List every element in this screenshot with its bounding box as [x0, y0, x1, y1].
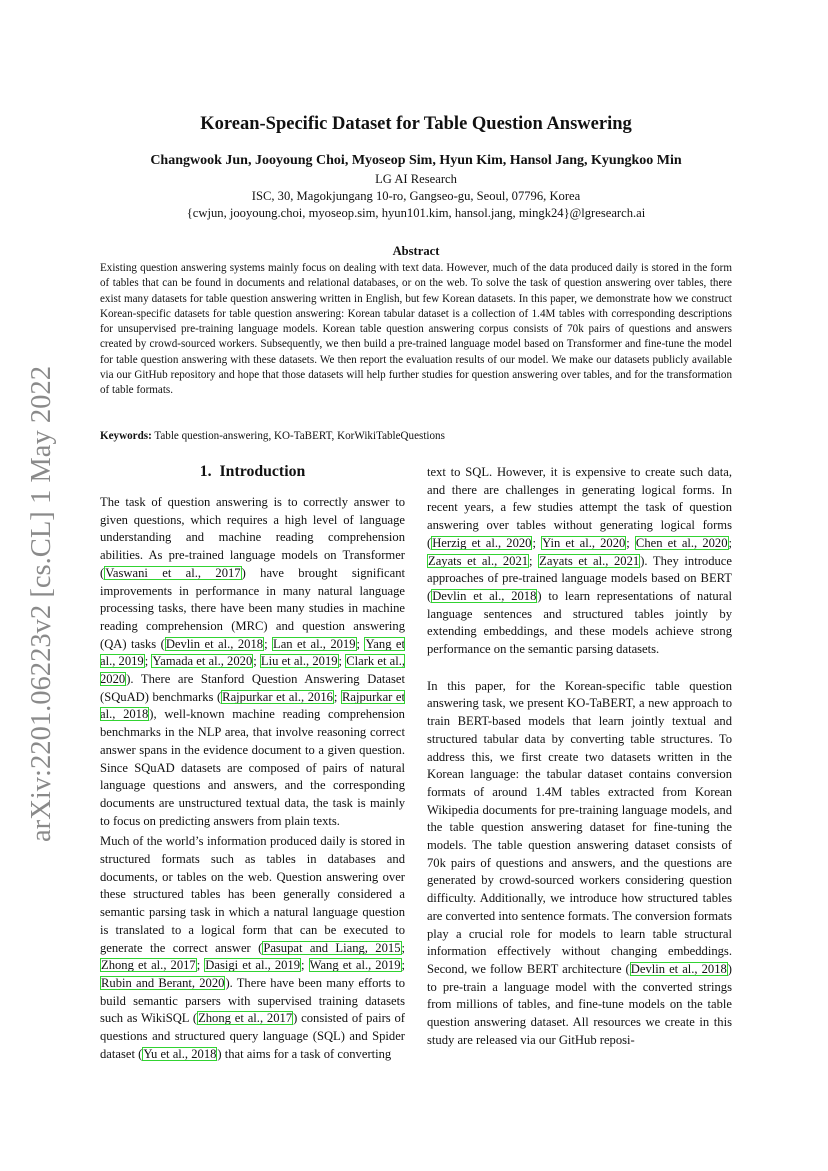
left-column — [100, 462, 405, 1064]
abstract-heading: Abstract — [392, 244, 440, 258]
paragraph-text: Much of the world’s information produced daily is stored in structured formats such as tables in databases and documents, or tables on the web. Question answering over these structured tables has been generally considered a semantic parsing task in which a natural language question is translated to a logical form that can be executed to generate the correct answer ( — [100, 834, 405, 955]
citation-link[interactable]: Rajpurkar et al., 2018 — [100, 689, 406, 722]
arxiv-identifier — [14, 364, 64, 844]
citation-link[interactable]: Yang et al., 2019 — [100, 636, 406, 669]
paragraph-text: ; — [532, 535, 542, 550]
citation-link[interactable]: Rajpurkar et al., 2016 — [222, 689, 333, 704]
citation-link[interactable]: Zayats et al., 2021 — [428, 553, 529, 568]
intro-paragraph-1 — [100, 494, 405, 830]
arxiv-id-text: arXiv:2201.06223v2 [cs.CL] 1 May 2022 — [25, 364, 57, 842]
paragraph-text: ; — [301, 958, 309, 973]
paragraph-text: ; — [401, 958, 405, 973]
citation-link[interactable]: Liu et al., 2019 — [260, 654, 338, 669]
paragraph-text: They introduce approaches of pre-trained language models based on BERT ( — [427, 553, 732, 603]
keywords-text: Table question-answering, KO-TaBERT, KorWikiTableQuestions — [154, 430, 445, 442]
citation-link[interactable]: Vaswani et al., 2017 — [105, 565, 241, 580]
paper-title: Korean-Specific Dataset for Table Question Answering — [200, 114, 632, 134]
paragraph-text: ) have brought significant improvements in performance in many natural language processing tasks, there have been many studies in machine reading comprehension (MRC) and question answering (QA) tasks ( — [100, 565, 405, 651]
arxiv-identifier-vertical-text — [14, 364, 64, 844]
section-heading-introduction: 1. Introduction — [199, 463, 306, 480]
intro-paragraph-3 — [427, 678, 732, 1050]
intro-paragraph-2-continued — [427, 464, 732, 659]
citation-link[interactable]: Wang et al., 2019 — [309, 958, 401, 973]
paragraph-text: ; — [144, 654, 152, 669]
paragraph-text: ; — [333, 689, 341, 704]
paragraph-text: ). There are Stanford Question Answering Dataset (SQuAD) benchmarks ( — [100, 672, 405, 704]
citation-link[interactable]: Zhong et al., 2017 — [101, 958, 196, 973]
affiliation: LG AI Research — [375, 172, 457, 186]
citation-link[interactable]: Devlin et al., 2018 — [165, 636, 264, 651]
paragraph-text: ; — [529, 553, 539, 568]
citation-link[interactable]: Zayats et al., 2021 — [539, 553, 640, 568]
paragraph-text: ; — [338, 654, 346, 669]
abstract-text: Existing question answering systems mainly focus on dealing with text data. However, much of the data produced daily is stored in the form of tables that can be found in documents and relational databases, or on the web. To solve the task of question answering over tables, there exist many datasets for table question answering written in English, but few Korean datasets. In this paper, we demonstrate how we construct Korean-specific datasets for table question answering: Korean tabular dataset is a collection of 1.4M tables with corresponding descriptions for unsupervised pre-training language models. Korean table question answering corpus consists of 70k pairs of questions and answers created by crowd-sourced workers. Subsequently, we then build a pre-trained language model based on Transformer and fine-tune the model for table question answering with these datasets. We then report the evaluation results of our model. We make our datasets publicly available via our GitHub repository and hope that those datasets will help further studies for question answering over tables, and for the transformation of table formats. — [100, 262, 732, 397]
paragraph-text: ; — [253, 654, 260, 669]
paragraph-text: ). — [640, 553, 648, 568]
paragraph-text: ; — [728, 535, 733, 550]
intro-paragraph-2 — [100, 833, 405, 1063]
citation-link[interactable]: Herzig et al., 2020 — [432, 535, 532, 550]
paragraph-text: ). There have been many efforts to build semantic parsers with supervised training datasets such as WikiSQL ( — [100, 975, 405, 1026]
address: ISC, 30, Magokjungang 10-ro, Gangseo-gu, Seoul, 07796, Korea — [251, 189, 581, 203]
paragraph-text: In this paper, for the Korean-specific table question answering task, we present KO-TaBERT, a new approach to train BERT-based models that learn jointly textual and structured tabular data by converting table structures. To address this, we first create two datasets written in the Korean language: the tabular dataset contains conversion formats of around 1.4M tables extracted from Korean Wikipedia documents for pre-training language models, and the table question answering dataset for fine-tuning the models. The table question answering dataset consists of 70k pairs of questions and answers, and the questions are generated by crowd-sourced workers considering question difficulty. Additionally, we introduce how structured tables are converted into sentence formats. The conversion formats play a crucial role for models to learn table structural information effectively without changing embeddings. Second, we follow BERT architecture ( — [427, 678, 732, 976]
citation-link[interactable]: Yu et al., 2018 — [143, 1046, 217, 1061]
paragraph-text: The task of question answering is to correctly answer to given questions, which requires a high level of language understanding and machine reading comprehension abilities. As pre-trained language models on Transformer ( — [100, 495, 405, 580]
paragraph-text: ; — [401, 940, 405, 955]
keywords — [100, 429, 732, 444]
citation-link[interactable]: Yamada et al., 2020 — [152, 654, 253, 669]
citation-link[interactable]: Rubin and Berant, 2020 — [101, 975, 225, 990]
citation-link[interactable]: Devlin et al., 2018 — [432, 588, 537, 603]
paragraph-text: ) — [537, 588, 542, 603]
paragraph-text: ) consisted of pairs of questions and structured query language (SQL) and Spider dataset ( — [100, 1011, 405, 1061]
paragraph-text: ) that aims for a task of converting — [217, 1046, 392, 1061]
paragraph-text: ; — [356, 636, 365, 651]
citation-link[interactable]: Zhong et al., 2017 — [198, 1011, 293, 1026]
citation-link[interactable]: Devlin et al., 2018 — [630, 961, 727, 976]
citation-link[interactable]: Lan et al., 2019 — [273, 636, 356, 651]
author-list: Changwook Jun, Jooyoung Choi, Myoseop Sim, Hyun Kim, Hansol Jang, Kyungkoo Min — [150, 153, 682, 168]
paragraph-text: ), well-known machine reading comprehension benchmarks in the NLP area, that involve reasoning correct answer spans in the evidence document to a given question. Since SQuAD datasets are composed of pairs of natural language questions and answers, and the corresponding documents are unstructured textual data, the task is mainly to focus on predicting answers from plain texts. — [100, 707, 405, 828]
paragraph-text: to learn representations of natural language sentences and structured tables jointly by extending embeddings, and these models achieve strong performance on the semantic parsing datasets. — [427, 588, 732, 657]
paragraph-text: ; — [264, 636, 272, 651]
paragraph-text: ; — [626, 535, 635, 550]
paragraph-text: ) to pre-train a language model with the converted strings from millions of tables, and fine-tune models on the table question answering dataset. All resources we create in this study are released via our GitHub reposi- — [427, 961, 732, 1047]
paragraph-text: text to SQL. However, it is expensive to create such data, and there are challenges in generating logical forms. In recent years, a few studies attempt the task of question answering over tables without generating logical forms ( — [427, 465, 732, 550]
right-column — [427, 464, 732, 1050]
author-emails: {cwjun, jooyoung.choi, myoseop.sim, hyun101.kim, hansol.jang, mingk24}@lgresearch.ai — [186, 206, 646, 220]
citation-link[interactable]: Yin et al., 2020 — [542, 535, 626, 550]
paragraph-text: ; — [196, 958, 205, 973]
keywords-label: Keywords: — [100, 430, 152, 442]
citation-link[interactable]: Pasupat and Liang, 2015 — [263, 940, 401, 955]
citation-link[interactable]: Chen et al., 2020 — [635, 535, 728, 550]
citation-link[interactable]: Dasigi et al., 2019 — [205, 958, 301, 973]
citation-link[interactable]: Clark et al., 2020 — [100, 654, 405, 687]
